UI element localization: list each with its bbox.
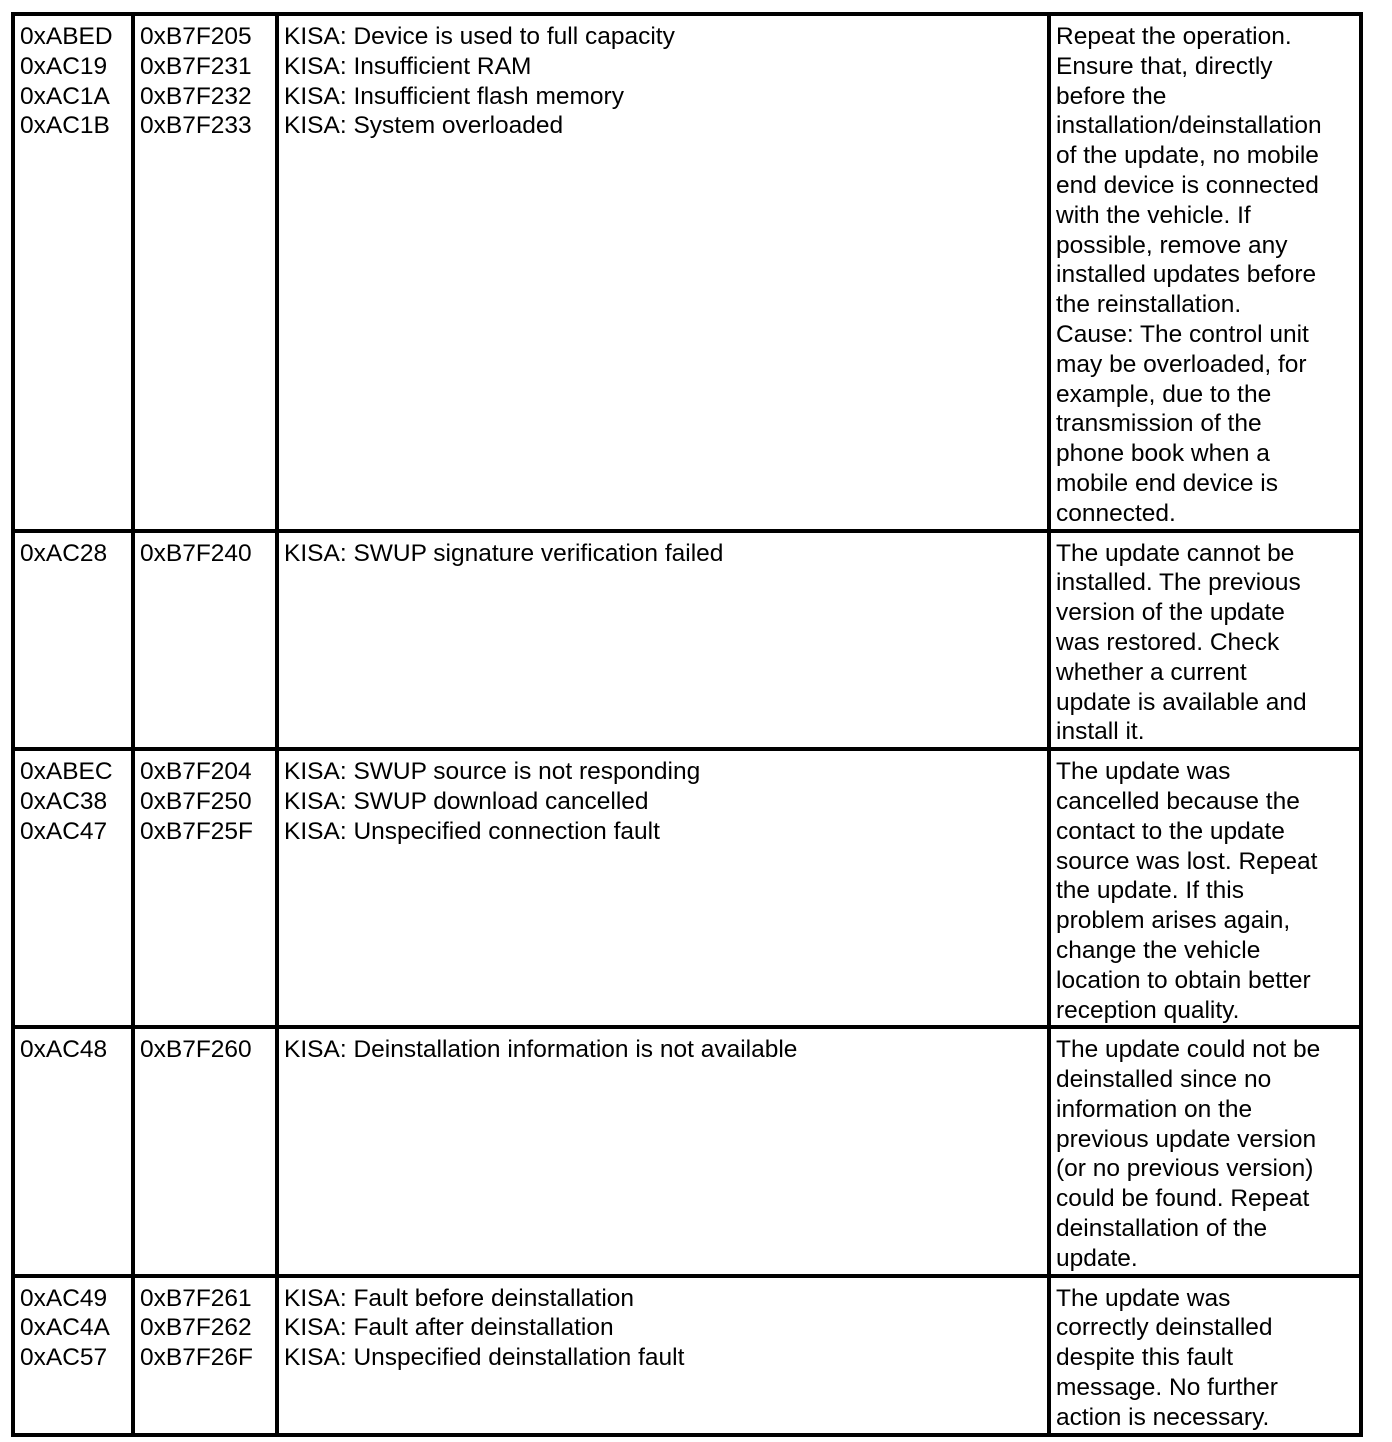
remedy-text-line: the update. If this: [1056, 877, 1244, 905]
remedy-text-line: contact to the update: [1056, 817, 1285, 845]
dtc-code: 0xB7F231: [140, 52, 252, 80]
event-code: 0xABEC: [20, 758, 113, 786]
dtc-code: 0xB7F205: [140, 23, 252, 50]
table-row: [13, 531, 1361, 750]
event-code: 0xAC4A: [20, 1314, 110, 1342]
fault-description: KISA: Fault before deinstallation: [284, 1284, 635, 1312]
table-row: [13, 14, 1361, 531]
fault-description: KISA: Deinstallation information is not available: [284, 1036, 798, 1064]
fault-description: KISA: SWUP signature verification failed: [284, 539, 724, 567]
fault-description: KISA: Unspecified connection fault: [284, 817, 660, 845]
remedy-text-line: change the vehicle: [1056, 936, 1261, 964]
remedy-text-line: with the vehicle. If: [1056, 201, 1251, 229]
fault-description-cell: [277, 749, 1049, 1027]
remedy-text-line: was restored. Check: [1056, 628, 1280, 656]
fault-description: KISA: Fault after deinstallation: [284, 1314, 614, 1342]
remedy-text-line: Repeat the operation.: [1056, 23, 1292, 50]
remedy-text-line: update is available and: [1056, 688, 1307, 716]
remedy-text-line: Ensure that, directly: [1056, 52, 1273, 80]
remedy-text-line: possible, remove any: [1056, 231, 1288, 259]
remedy-text-line: (or no previous version): [1056, 1155, 1314, 1183]
remedy-text-line: mobile end device is: [1056, 469, 1278, 497]
event-code: 0xAC28: [20, 539, 108, 567]
event-code-cell: [13, 749, 133, 1027]
remedy-text-line: install it.: [1056, 718, 1145, 746]
remedy-text-line: update.: [1056, 1244, 1138, 1272]
fault-description: KISA: Unspecified deinstallation fault: [284, 1344, 685, 1372]
fault-description: KISA: SWUP source is not responding: [284, 758, 701, 786]
dtc-code: 0xB7F232: [140, 82, 252, 110]
fault-description-cell: [277, 1027, 1049, 1275]
event-code: 0xAC19: [20, 52, 108, 80]
remedy-text-line: problem arises again,: [1056, 907, 1291, 935]
dtc-code-cell: [133, 1276, 277, 1435]
remedy-text-line: The update could not be: [1056, 1036, 1321, 1064]
remedy-text-line: deinstalled since no: [1056, 1066, 1272, 1094]
remedy-text-line: action is necessary.: [1056, 1403, 1270, 1431]
table-body: [13, 14, 1361, 1435]
remedy-text-line: of the update, no mobile: [1056, 142, 1319, 170]
remedy-text-line: example, due to the: [1056, 380, 1272, 408]
remedy-cell: [1049, 1027, 1361, 1275]
remedy-text-line: previous update version: [1056, 1125, 1317, 1153]
dtc-code: 0xB7F260: [140, 1036, 252, 1064]
remedy-text-line: end device is connected: [1056, 171, 1319, 199]
event-code: 0xAC1B: [20, 112, 110, 140]
remedy-text-line: could be found. Repeat: [1056, 1185, 1310, 1213]
remedy-text-line: correctly deinstalled: [1056, 1314, 1273, 1342]
remedy-text-line: source was lost. Repeat: [1056, 847, 1318, 875]
event-code-cell: [13, 531, 133, 750]
remedy-text-line: message. No further: [1056, 1374, 1278, 1402]
event-code: 0xAC48: [20, 1036, 108, 1064]
event-code-cell: [13, 14, 133, 531]
remedy-text-line: transmission of the: [1056, 410, 1262, 438]
event-code: 0xAC57: [20, 1344, 108, 1372]
remedy-text-line: reception quality.: [1056, 996, 1240, 1024]
remedy-text-line: location to obtain better: [1056, 966, 1311, 994]
event-code: 0xAC38: [20, 787, 108, 815]
table-row: [13, 1027, 1361, 1275]
remedy-text-line: version of the update: [1056, 599, 1285, 627]
remedy-text-line: The update was: [1056, 1284, 1231, 1312]
event-code: 0xAC1A: [20, 82, 110, 110]
dtc-code-cell: [133, 14, 277, 531]
dtc-code-cell: [133, 749, 277, 1027]
fault-description: KISA: System overloaded: [284, 112, 564, 140]
remedy-cell: [1049, 749, 1361, 1027]
event-code-cell: [13, 1276, 133, 1435]
remedy-cell: [1049, 531, 1361, 750]
dtc-code-cell: [133, 531, 277, 750]
remedy-text-line: connected.: [1056, 499, 1176, 527]
remedy-text-line: installation/deinstallation: [1056, 112, 1322, 140]
fault-description: KISA: Device is used to full capacity: [284, 23, 675, 50]
event-code: 0xAC49: [20, 1284, 108, 1312]
dtc-code: 0xB7F26F: [140, 1344, 254, 1372]
remedy-text-line: deinstallation of the: [1056, 1215, 1268, 1243]
remedy-text-line: despite this fault: [1056, 1344, 1234, 1372]
dtc-code: 0xB7F233: [140, 112, 252, 140]
fault-description-cell: [277, 14, 1049, 531]
fault-description: KISA: Insufficient RAM: [284, 52, 532, 80]
dtc-code: 0xB7F204: [140, 758, 252, 786]
fault-description-cell: [277, 1276, 1049, 1435]
event-code: 0xABED: [20, 23, 113, 50]
remedy-text-line: phone book when a: [1056, 440, 1270, 468]
remedy-text-line: installed updates before: [1056, 261, 1317, 289]
remedy-text-line: The update was: [1056, 758, 1231, 786]
fault-description: KISA: Insufficient flash memory: [284, 82, 624, 110]
event-code-cell: [13, 1027, 133, 1275]
dtc-code: 0xB7F262: [140, 1314, 252, 1342]
fault-description: KISA: SWUP download cancelled: [284, 787, 649, 815]
event-code: 0xAC47: [20, 817, 108, 845]
remedy-text-line: Cause: The control unit: [1056, 320, 1309, 348]
dtc-code: 0xB7F240: [140, 539, 252, 567]
table-row: [13, 1276, 1361, 1435]
dtc-code: 0xB7F261: [140, 1284, 252, 1312]
remedy-cell: [1049, 14, 1361, 531]
table-row: [13, 749, 1361, 1027]
dtc-code-cell: [133, 1027, 277, 1275]
fault-code-table: [11, 12, 1363, 1437]
fault-description-cell: [277, 531, 1049, 750]
remedy-text-line: information on the: [1056, 1095, 1253, 1123]
remedy-text-line: installed. The previous: [1056, 569, 1301, 597]
remedy-text-line: the reinstallation.: [1056, 291, 1242, 319]
remedy-text-line: may be overloaded, for: [1056, 350, 1307, 378]
remedy-text-line: whether a current: [1056, 658, 1247, 686]
remedy-text-line: before the: [1056, 82, 1167, 110]
dtc-code: 0xB7F250: [140, 787, 252, 815]
dtc-code: 0xB7F25F: [140, 817, 254, 845]
remedy-text-line: cancelled because the: [1056, 787, 1300, 815]
remedy-cell: [1049, 1276, 1361, 1435]
remedy-text-line: The update cannot be: [1056, 539, 1295, 567]
